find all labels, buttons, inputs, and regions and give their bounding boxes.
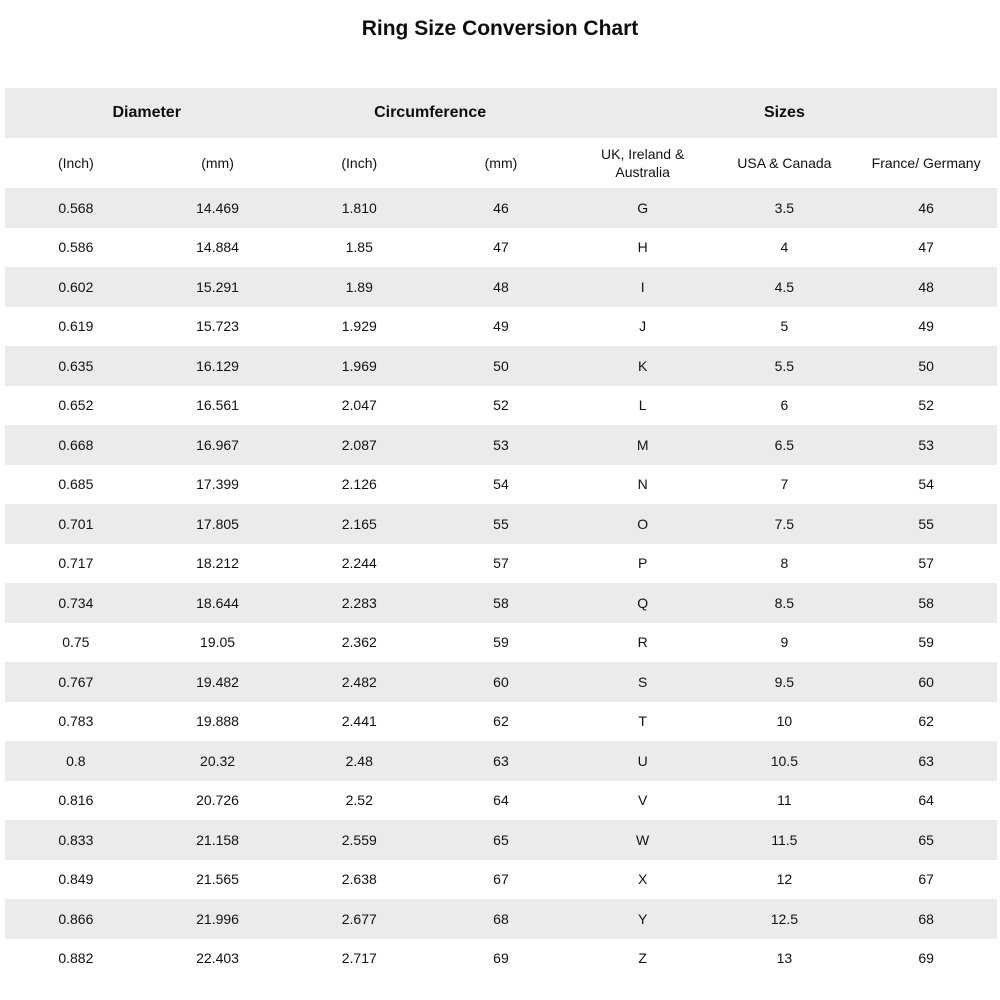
table-cell: O (637, 515, 649, 532)
table-cell: 64 (493, 792, 509, 809)
table-row (5, 188, 997, 228)
table-cell: 1.969 (341, 357, 377, 374)
table-cell: 11.5 (771, 831, 798, 848)
table-cell: 64 (918, 792, 934, 809)
col-header-circumference-inch: (Inch) (341, 154, 378, 171)
table-cell: 49 (493, 318, 509, 335)
table-cell: 2.362 (341, 634, 377, 651)
table-cell: U (637, 752, 648, 769)
table-cell: 16.967 (196, 436, 239, 453)
table-cell: 2.126 (341, 476, 377, 493)
table-cell: 5.5 (774, 357, 795, 374)
table-cell: G (637, 199, 649, 216)
table-cell: 54 (918, 476, 934, 493)
table-cell: 55 (918, 515, 934, 532)
table-cell: 12.5 (770, 910, 798, 927)
table-header (5, 88, 997, 188)
table-row (5, 899, 997, 939)
table-cell: 50 (918, 357, 934, 374)
table-cell: 15.723 (196, 318, 239, 335)
table-cell: 2.165 (341, 515, 377, 532)
table-cell: 0.586 (58, 239, 94, 256)
table-cell: M (636, 436, 649, 453)
table-row (5, 939, 997, 979)
table-cell: 0.568 (58, 199, 94, 216)
table-cell: Q (637, 594, 649, 611)
table-cell: 65 (918, 831, 934, 848)
table-cell: Z (638, 950, 647, 967)
table-cell: 19.888 (196, 713, 239, 730)
table-cell: J (639, 318, 647, 335)
table-cell: 0.652 (58, 397, 94, 414)
group-header-diameter: Diameter (112, 104, 181, 121)
table-cell: 3.5 (774, 199, 795, 216)
table-cell: 21.158 (196, 831, 239, 848)
table-cell: 2.638 (341, 871, 377, 888)
table-row (5, 662, 997, 702)
table-row (5, 465, 997, 505)
table-cell: 58 (493, 594, 509, 611)
table-cell: R (637, 634, 648, 651)
table-cell: 0.833 (58, 831, 94, 848)
table-cell: V (637, 792, 648, 809)
table-cell: 20.32 (200, 752, 236, 769)
table-cell: 57 (918, 555, 934, 572)
table-cell: N (637, 476, 648, 493)
table-cell: H (637, 239, 648, 256)
table-cell: 2.047 (341, 397, 377, 414)
table-cell: 1.85 (345, 239, 373, 256)
table-cell: 8.5 (774, 594, 795, 611)
table-row (5, 623, 997, 663)
group-header-circumference: Circumference (374, 104, 487, 121)
table-cell: 2.244 (341, 555, 377, 572)
table-cell: 63 (493, 752, 509, 769)
table-cell: 9.5 (774, 673, 795, 690)
table-cell: 21.996 (196, 910, 239, 927)
table-cell: 0.717 (58, 555, 94, 572)
table-cell: 68 (493, 910, 509, 927)
table-cell: 63 (918, 752, 934, 769)
table-cell: 17.805 (196, 515, 239, 532)
table-cell: 12 (776, 871, 793, 888)
table-cell: 11 (777, 792, 792, 809)
table-body (5, 188, 997, 978)
table-row (5, 781, 997, 821)
table-cell: 50 (493, 357, 509, 374)
table-cell: 46 (918, 199, 934, 216)
table-cell: 49 (918, 318, 934, 335)
table-cell: 62 (918, 713, 934, 730)
table-cell: 15.291 (196, 278, 239, 295)
table-cell: 0.882 (58, 950, 94, 967)
table-cell: 2.441 (341, 713, 377, 730)
table-cell: 68 (918, 910, 934, 927)
table-cell: 2.283 (341, 594, 377, 611)
table-cell: 2.559 (341, 831, 377, 848)
table-cell: 16.129 (196, 357, 239, 374)
table-cell: 9 (780, 634, 789, 651)
table-cell: 4.5 (774, 278, 795, 295)
table-cell: 53 (918, 436, 934, 453)
table-cell: 5 (780, 318, 789, 335)
table-cell: 6.5 (774, 436, 795, 453)
table-cell: 53 (493, 436, 509, 453)
table-cell: 0.602 (58, 278, 94, 295)
table-cell: 19.05 (200, 634, 236, 651)
table-cell: 2.48 (345, 752, 373, 769)
table-cell: 67 (918, 871, 934, 888)
table-cell: 20.726 (196, 792, 239, 809)
col-header-france-germany: France/ Germany (871, 154, 981, 171)
table-cell: 1.929 (341, 318, 377, 335)
table-row (5, 820, 997, 860)
table-cell: 0.701 (58, 515, 94, 532)
page-title: Ring Size Conversion Chart (361, 17, 639, 40)
table-cell: 47 (918, 239, 934, 256)
table-cell: 62 (493, 713, 509, 730)
table-row (5, 702, 997, 742)
table-cell: 0.685 (58, 476, 94, 493)
table-group-header-row (5, 88, 997, 138)
table-row (5, 267, 997, 307)
table-cell: 8 (780, 555, 789, 572)
table-row (5, 425, 997, 465)
table-cell: 2.52 (345, 792, 373, 809)
table-cell: 69 (918, 950, 934, 967)
table-cell: X (637, 871, 648, 888)
table-cell: 1.89 (345, 278, 373, 295)
table-row (5, 346, 997, 386)
table-cell: K (637, 357, 648, 374)
table-cell: 0.866 (58, 910, 94, 927)
table-cell: 14.884 (196, 239, 239, 256)
table-cell: 17.399 (196, 476, 239, 493)
group-header-sizes: Sizes (763, 104, 805, 121)
table-cell: 19.482 (196, 673, 239, 690)
table-cell: 2.087 (341, 436, 377, 453)
table-cell: 65 (493, 831, 509, 848)
table-cell: 1.810 (341, 199, 377, 216)
col-header-diameter-inch: (Inch) (57, 154, 94, 171)
table-cell: 2.717 (341, 950, 377, 967)
table-column-header-row (5, 138, 997, 188)
table-cell: 16.561 (196, 397, 239, 414)
table-cell: T (638, 713, 647, 730)
table-cell: 7.5 (774, 515, 795, 532)
table-cell: 0.75 (62, 634, 90, 651)
table-cell: 60 (918, 673, 934, 690)
col-header-diameter-mm: (mm) (201, 154, 234, 171)
table-cell: 48 (918, 278, 934, 295)
ring-size-conversion-table (5, 88, 997, 978)
table-cell: 52 (918, 397, 934, 414)
table-cell: 47 (493, 239, 509, 256)
table-cell: 2.677 (341, 910, 377, 927)
table-cell: 10.5 (770, 752, 798, 769)
table-cell: L (638, 397, 647, 414)
table-cell: 0.668 (58, 436, 94, 453)
table-cell: 0.734 (58, 594, 94, 611)
table-row (5, 544, 997, 584)
table-cell: 22.403 (196, 950, 239, 967)
table-cell: 69 (493, 950, 509, 967)
table-cell: 4 (780, 239, 789, 256)
table-cell: 14.469 (196, 199, 239, 216)
table-cell: 0.767 (58, 673, 94, 690)
table-cell: 0.635 (58, 357, 94, 374)
table-row (5, 307, 997, 347)
table-cell: 57 (493, 555, 509, 572)
table-cell: 54 (493, 476, 509, 493)
col-header-uk-ireland-australia: UK, Ireland & Australia (601, 145, 685, 180)
table-cell: 46 (493, 199, 509, 216)
table-cell: P (637, 555, 648, 572)
table-cell: I (640, 278, 645, 295)
table-cell: 55 (493, 515, 509, 532)
table-row (5, 741, 997, 781)
table-cell: 7 (780, 476, 789, 493)
table-cell: 58 (918, 594, 934, 611)
table-row (5, 583, 997, 623)
table-cell: 52 (493, 397, 509, 414)
table-cell: 6 (780, 397, 789, 414)
table-cell: 21.565 (196, 871, 239, 888)
table-cell: 59 (493, 634, 509, 651)
table-cell: 59 (918, 634, 934, 651)
col-header-circumference-mm: (mm) (484, 154, 518, 171)
table-cell: 67 (493, 871, 509, 888)
table-cell: 13 (776, 950, 793, 967)
table-cell: 0.619 (58, 318, 94, 335)
table-cell: 10 (776, 713, 793, 730)
table-row (5, 386, 997, 426)
table-row (5, 860, 997, 900)
table-cell: 60 (493, 673, 509, 690)
table-cell: 0.783 (58, 713, 94, 730)
table-cell: 0.8 (66, 752, 86, 769)
col-header-usa-canada: USA & Canada (737, 154, 832, 171)
table-cell: 2.482 (341, 673, 377, 690)
table-cell: 18.644 (196, 594, 239, 611)
table-cell: Y (637, 910, 648, 927)
table-row (5, 504, 997, 544)
table-cell: 48 (493, 278, 509, 295)
table-cell: 0.816 (58, 792, 94, 809)
table-cell: W (636, 831, 650, 848)
table-row (5, 228, 997, 268)
table-cell: 18.212 (196, 555, 239, 572)
table-cell: 0.849 (58, 871, 94, 888)
table-cell: S (637, 673, 648, 690)
